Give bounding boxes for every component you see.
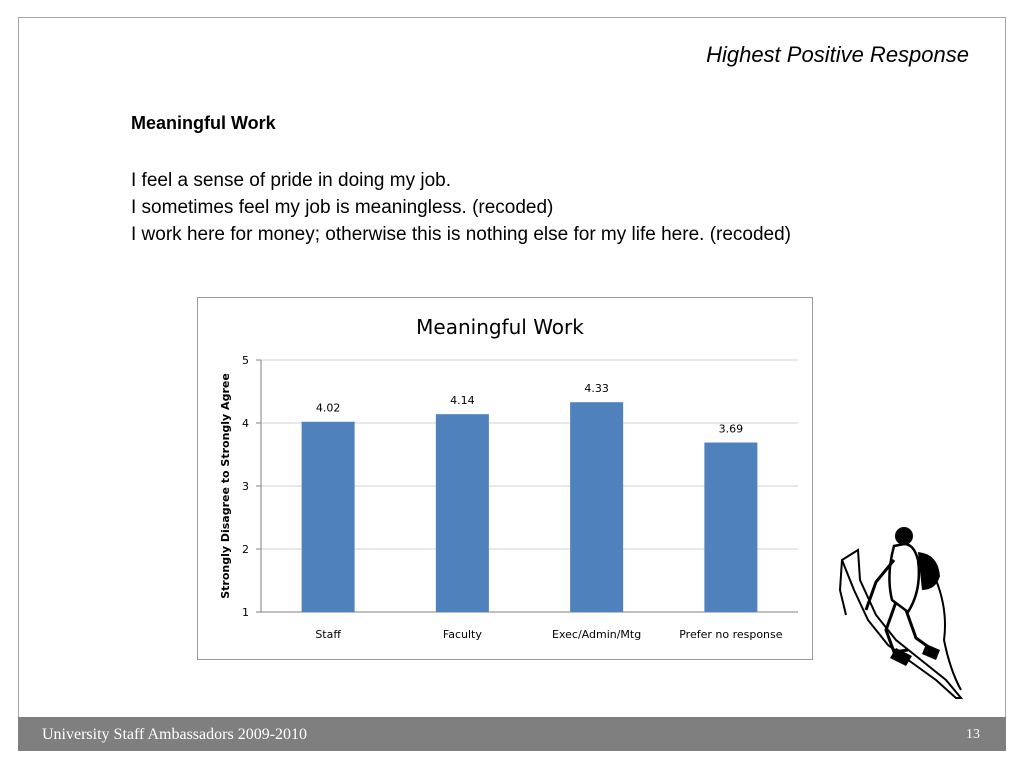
data-label: 3.69 (718, 422, 744, 436)
y-tick-label: 5 (242, 354, 249, 367)
statement-item: I work here for money; otherwise this is nothing else for my life here. (recoded) (131, 224, 792, 245)
bar (570, 402, 623, 612)
bar-chart (198, 298, 812, 659)
data-label: 4.02 (315, 401, 341, 415)
y-tick-label: 2 (242, 543, 249, 556)
slide-title: Highest Positive Response (706, 42, 969, 67)
chart-bars (302, 402, 758, 612)
y-tick-label: 4 (242, 417, 249, 430)
climber-icon (836, 520, 986, 700)
chart-title: Meaningful Work (416, 315, 584, 339)
data-label: 4.14 (450, 394, 475, 408)
statement-item: I sometimes feel my job is meaningless. (recoded) (131, 197, 554, 218)
y-tick-label: 1 (242, 606, 249, 619)
x-tick-label: Staff (315, 628, 341, 641)
x-tick-label: Exec/Admin/Mtg (552, 628, 642, 641)
bar (436, 414, 489, 612)
data-label: 4.33 (584, 382, 609, 396)
footer-text: University Staff Ambassadors 2009-2010 (42, 726, 308, 743)
bar (302, 422, 355, 612)
x-tick-label: Prefer no response (679, 628, 783, 641)
chart-y-axis-label: Strongly Disagree to Strongly Agree (219, 373, 232, 599)
page-number: 13 (966, 727, 980, 742)
footer-bar (18, 717, 1006, 751)
bar (704, 443, 757, 612)
x-tick-label: Faculty (442, 628, 482, 641)
statement-item: I feel a sense of pride in doing my job. (131, 170, 452, 191)
statement-list (131, 167, 791, 248)
chart-container (197, 297, 813, 660)
section-heading: Meaningful Work (131, 113, 276, 133)
y-tick-label: 3 (242, 480, 249, 493)
